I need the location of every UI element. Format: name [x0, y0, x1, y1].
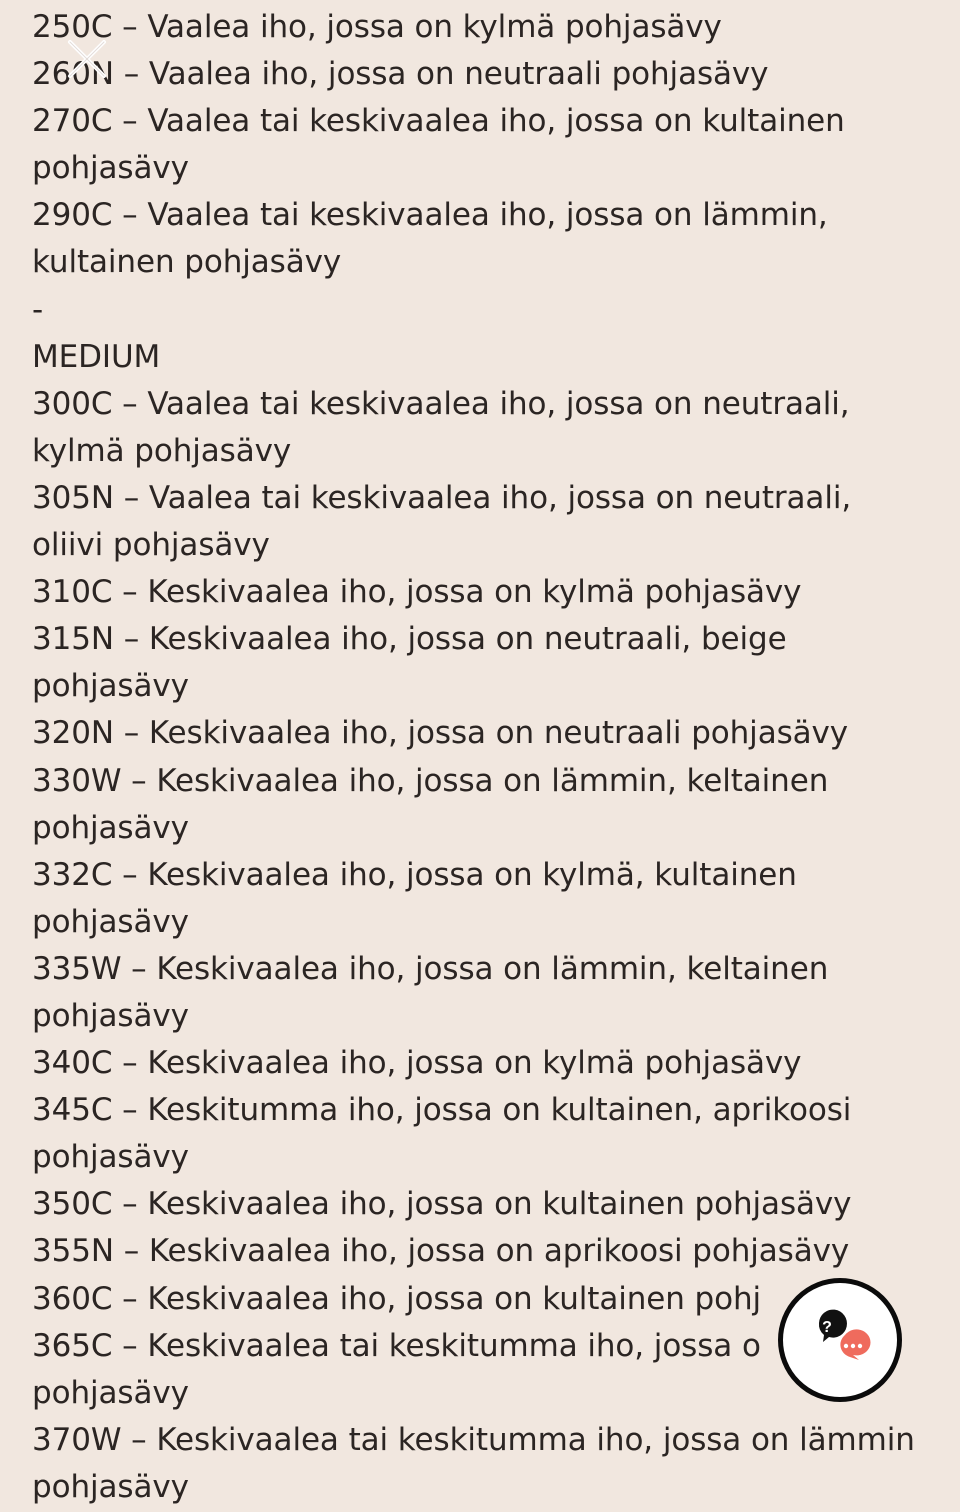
text-line: 340C – Keskivaalea iho, jossa on kylmä pohjasävy: [32, 1045, 802, 1082]
text-line: 355N – Keskivaalea iho, jossa on aprikoosi pohjasävy: [32, 1233, 850, 1270]
text-line: 320N – Keskivaalea iho, jossa on neutraali pohjasävy: [32, 715, 849, 752]
text-line: pohjasävy: [32, 1374, 189, 1411]
help-chat-button[interactable]: [778, 1278, 902, 1402]
text-line: pohjasävy: [32, 1468, 189, 1505]
section-divider: -: [32, 291, 44, 328]
text-line: 305N – Vaalea tai keskivaalea iho, jossa on neutraali,: [32, 479, 852, 516]
help-chat-icon: [783, 1283, 897, 1397]
text-line: 370W – Keskivaalea tai keskitumma iho, jossa on lämmin: [32, 1421, 915, 1458]
text-line: kylmä pohjasävy: [32, 432, 292, 469]
close-icon: [64, 36, 110, 82]
text-line: pohjasävy: [32, 150, 189, 187]
text-line: 350C – Keskivaalea iho, jossa on kultainen pohjasävy: [32, 1186, 852, 1223]
text-line: pohjasävy: [32, 997, 189, 1034]
text-line: 335W – Keskivaalea iho, jossa on lämmin, keltainen: [32, 950, 829, 987]
text-line: 365C – Keskivaalea tai keskitumma iho, jossa o: [32, 1327, 761, 1364]
text-line: oliivi pohjasävy: [32, 527, 270, 564]
text-line: 290C – Vaalea tai keskivaalea iho, jossa on lämmin,: [32, 197, 828, 234]
text-line: 300C – Vaalea tai keskivaalea iho, jossa on neutraali,: [32, 385, 850, 422]
text-line: 260N – Vaalea iho, jossa on neutraali pohjasävy: [32, 56, 769, 93]
text-line: 250C – Vaalea iho, jossa on kylmä pohjasävy: [32, 9, 722, 45]
text-line: kultainen pohjasävy: [32, 244, 342, 281]
text-line: pohjasävy: [32, 809, 189, 846]
text-line: pohjasävy: [32, 668, 189, 705]
text-line: 315N – Keskivaalea iho, jossa on neutraali, beige: [32, 621, 787, 658]
text-line: 330W – Keskivaalea iho, jossa on lämmin, keltainen: [32, 762, 829, 799]
text-line: pohjasävy: [32, 1139, 189, 1176]
section-heading: MEDIUM: [32, 338, 161, 375]
svg-text:?: ?: [822, 1319, 832, 1336]
text-line: 360C – Keskivaalea iho, jossa on kultainen pohj: [32, 1280, 762, 1317]
close-button[interactable]: [64, 36, 110, 82]
text-line: 270C – Vaalea tai keskivaalea iho, jossa on kultainen: [32, 103, 845, 140]
text-line: 310C – Keskivaalea iho, jossa on kylmä pohjasävy: [32, 574, 802, 611]
text-line: pohjasävy: [32, 903, 189, 940]
text-line: 332C – Keskivaalea iho, jossa on kylmä, kultainen: [32, 856, 797, 893]
text-line: 345C – Keskitumma iho, jossa on kultainen, aprikoosi: [32, 1092, 852, 1129]
